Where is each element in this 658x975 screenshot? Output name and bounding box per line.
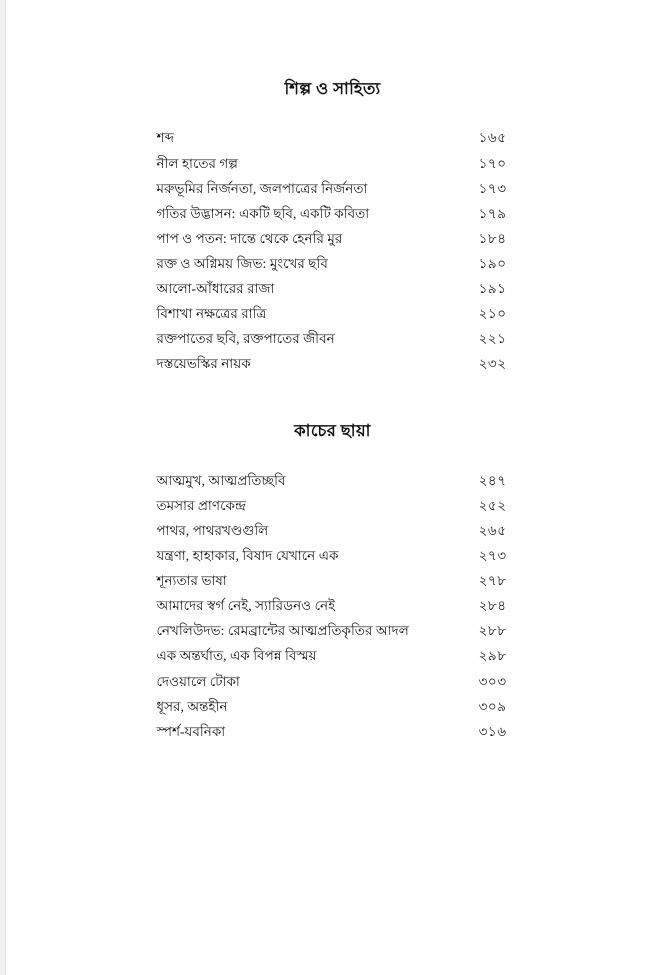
toc-section-1 [153,78,513,376]
toc-entry-title: দস্তয়েভস্কির নায়ক [156,356,251,372]
toc-entry-title: নীল হাতের গল্প [156,155,238,171]
toc-entry-page: ৩০৯ [478,698,507,714]
toc-entry[interactable] [153,468,513,493]
toc-entry-page: ২১০ [478,306,507,322]
section-heading-2: কাচের ছায়া [294,421,371,441]
toc-entry-page: ২৬৫ [478,523,507,538]
toc-entry[interactable] [153,151,513,176]
section-heading-1: শিল্প ও সাহিত্য [284,79,381,98]
toc-entry-page: ২৭৩ [478,548,507,564]
toc-entry-page: ২৫২ [478,497,507,513]
section-divider-space [7,376,658,420]
toc-entry[interactable] [153,493,513,518]
toc-entry[interactable] [153,719,513,744]
toc-entry-title: তমসার প্রাণকেন্দ্র [156,497,246,513]
toc-entry[interactable] [153,568,513,593]
toc-entry-page: ২৮৪ [478,598,507,614]
toc-entry-title: ধূসর, অন্তহীন [156,698,228,714]
toc-entry[interactable] [153,643,513,668]
toc-entry-title: আত্মমুখ, আত্মপ্রতিচ্ছবি [156,472,286,488]
toc-entry-title: এক অন্তর্ঘাত, এক বিপন্ন বিস্ময় [156,648,317,664]
toc-entry-page: ১৭৩ [478,180,507,196]
toc-entry[interactable] [153,618,513,643]
toc-entry[interactable] [153,543,513,568]
toc-entry-title: নেখলিউদভ: রেমব্রান্টের আত্মপ্রতিকৃতির আদল [156,623,409,639]
toc-entry[interactable] [153,518,513,543]
toc-entry[interactable] [153,301,513,326]
toc-entry-page: ২৪৭ [478,472,507,488]
toc-entry-page: ১৯০ [478,255,507,271]
toc-entry-page: ২৯৮ [478,648,507,664]
toc-entry-title: গতির উদ্ভাসন: একটি ছবি, একটি কবিতা [156,205,370,221]
toc-entry[interactable] [153,669,513,694]
toc-entry-page: ২৩২ [478,356,507,372]
toc-entry[interactable] [153,694,513,719]
page-edge-strip [0,0,6,975]
book-page [7,0,658,975]
toc-entry[interactable] [153,226,513,251]
toc-entry-title: পাপ ও পতন: দান্তে থেকে হেনরি মুর [156,230,343,246]
toc-entry[interactable] [153,593,513,618]
toc-entry-title: পাথর, পাথরখণ্ডগুলি [156,523,269,538]
toc-entry-page: ৩১৬ [478,723,507,739]
toc-list-1 [153,125,513,376]
toc-entry-title: যন্ত্রণা, হাহাকার, বিষাদ যেখানে এক [156,548,339,564]
toc-entry-page: ২৭৮ [478,573,507,589]
toc-entry-page: ১৮৪ [478,230,507,246]
toc-entry-title: শব্দ [156,130,175,146]
toc-entry-title: আমাদের স্বর্গ নেই, স্যারিডনও নেই [156,598,336,614]
toc-entry-title: শূন্যতার ভাষা [156,573,227,589]
toc-entry[interactable] [153,276,513,301]
toc-entry-page: ১৭০ [478,155,507,171]
toc-entry-title: মরুভূমির নির্জনতা, জলপাত্রের নির্জনতা [156,180,368,196]
toc-entry[interactable] [153,326,513,351]
toc-entry-title: স্পর্শ-যবনিকা [156,723,226,739]
toc-entry-title: রক্তপাতের ছবি, রক্তপাতের জীবন [156,331,335,347]
toc-entry-page: ৩০৩ [478,673,507,689]
toc-section-2 [153,420,513,743]
table-of-contents [7,78,658,744]
toc-entry-title: বিশাখা নক্ষত্রের রাত্রি [156,306,267,322]
toc-entry[interactable] [153,176,513,201]
toc-entry-page: ২৮৮ [478,623,507,639]
toc-entry[interactable] [153,351,513,376]
toc-entry-page: ১৯১ [478,281,507,296]
toc-entry[interactable] [153,201,513,226]
toc-entry[interactable] [153,251,513,276]
toc-entry-title: দেওয়ালে টোকা [156,673,240,689]
toc-entry[interactable] [153,125,513,150]
toc-entry-page: ১৬৫ [478,130,507,146]
toc-entry-page: ১৭৯ [478,205,507,221]
toc-list-2 [153,468,513,744]
toc-entry-page: ২২১ [478,331,507,347]
toc-entry-title: রক্ত ও অগ্নিময় জিভ: মুংখের ছবি [156,255,328,271]
toc-entry-title: আলো-আঁধারের রাজা [156,281,275,296]
